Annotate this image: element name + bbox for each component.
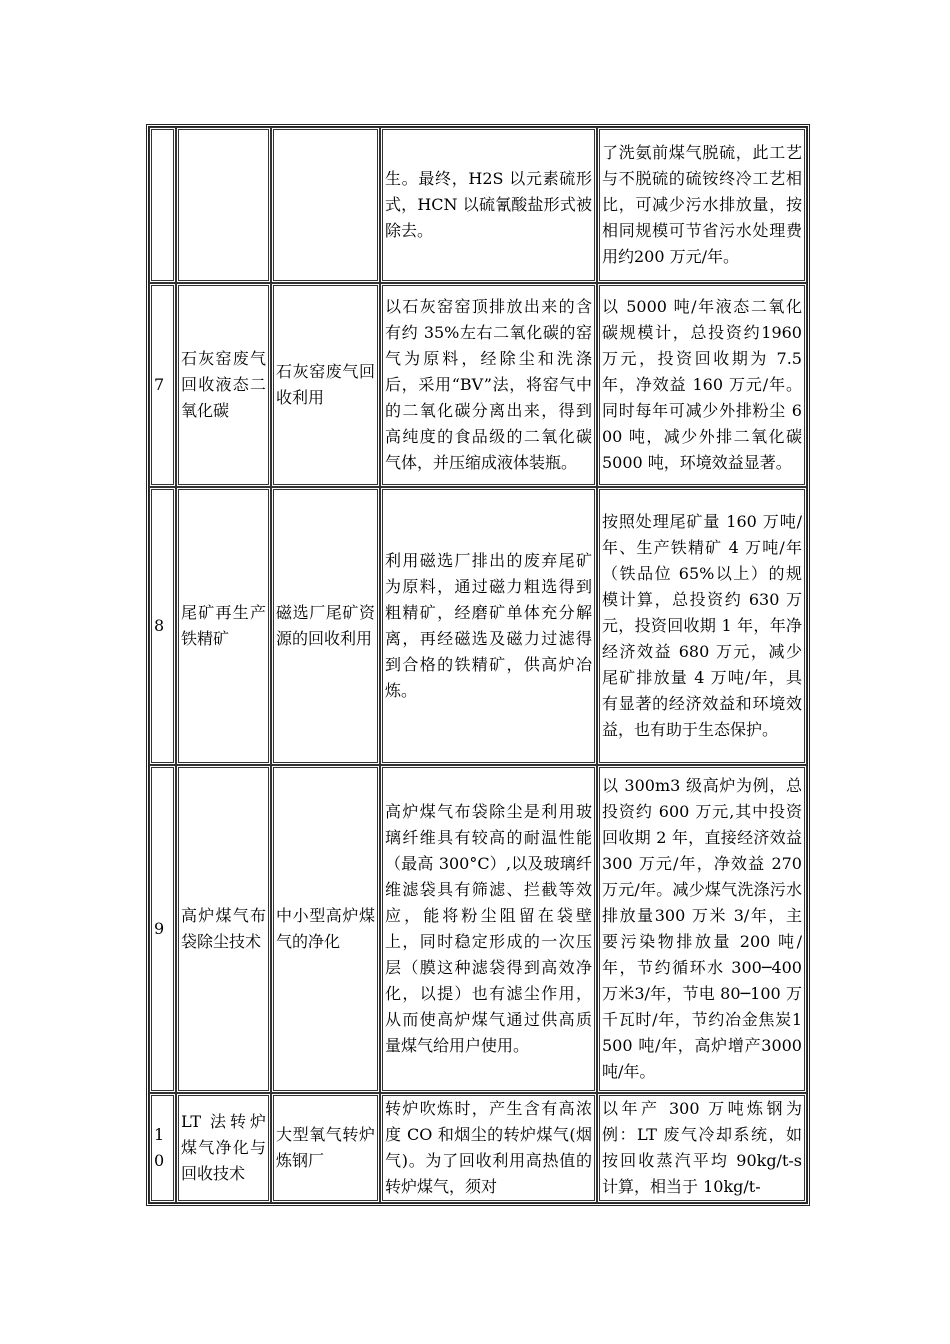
description-cell: 转炉吹炼时，产生含有高浓度 CO 和烟尘的转炉煤气(烟气)。为了回收利用高热值的转炉煤气，须对 — [380, 1093, 597, 1203]
row-number-cell: 10 — [149, 1093, 176, 1203]
scope-cell: 石灰窑废气回收利用 — [271, 283, 380, 487]
table-row — [149, 1093, 807, 1203]
description-cell: 高炉煤气布袋除尘是利用玻璃纤维具有较高的耐温性能（最高 300°C）,以及玻璃纤维滤袋具有筛滤、拦截等效应，能将粉尘阻留在袋壁上，同时稳定形成的一次压层（膜这种滤袋得到高效净化，以提）也有滤尘作用，从而使高炉煤气通过供高质量煤气给用户使用。 — [380, 765, 597, 1093]
description-cell: 利用磁选厂排出的废弃尾矿为原料，通过磁力粗选得到粗精矿，经磨矿单体充分解离，再经磁选及磁力过滤得到合格的铁精矿，供高炉冶炼。 — [380, 487, 597, 765]
tech-name-cell: 高炉煤气布袋除尘技术 — [176, 765, 271, 1093]
description-cell: 生。最终，H2S 以元素硫形式，HCN 以硫氰酸盐形式被除去。 — [380, 127, 597, 283]
benefit-cell: 以 5000 吨/年液态二氧化碳规模计，总投资约1960 万元，投资回收期为 7.5 年，净效益 160 万元/年。同时每年可减少外排粉尘 600 吨，减少外排二氧化碳 5000 吨，环境效益显著。 — [597, 283, 807, 487]
benefit-cell: 以年产 300 万吨炼钢为例：LT 废气冷却系统，如按回收蒸汽平均 90kg/t-s 计算，相当于 10kg/t- — [597, 1093, 807, 1203]
benefit-cell: 按照处理尾矿量 160 万吨/年、生产铁精矿 4 万吨/年（铁品位 65%以上）的规模计算，总投资约 630 万元，投资回收期 1 年，年净经济效益 680 万元，减少尾矿排放量 4 万吨/年，具有显著的经济效益和环境效益，也有助于生态保护。 — [597, 487, 807, 765]
tech-name-cell: 石灰窑废气回收液态二氧化碳 — [176, 283, 271, 487]
scope-cell: 大型氧气转炉炼钢厂 — [271, 1093, 380, 1203]
tech-name-cell: LT 法转炉煤气净化与回收技术 — [176, 1093, 271, 1203]
table-row — [149, 487, 807, 765]
tech-name-cell: 尾矿再生产铁精矿 — [176, 487, 271, 765]
technology-table — [146, 124, 810, 1206]
description-cell: 以石灰窑窑顶排放出来的含有约 35%左右二氧化碳的窑气为原料，经除尘和洗涤后，采用“BV”法，将窑气中的二氧化碳分离出来，得到高纯度的食品级的二氧化碳气体，并压缩成液体装瓶。 — [380, 283, 597, 487]
scope-cell — [271, 127, 380, 283]
benefit-cell: 了洗氨前煤气脱硫，此工艺与不脱硫的硫铵终冷工艺相比，可减少污水排放量，按相同规模可节省污水处理费用约200 万元/年。 — [597, 127, 807, 283]
row-number-cell — [149, 127, 176, 283]
row-number-cell: 9 — [149, 765, 176, 1093]
scope-cell: 磁选厂尾矿资源的回收利用 — [271, 487, 380, 765]
tech-name-cell — [176, 127, 271, 283]
table-row — [149, 283, 807, 487]
benefit-cell: 以 300m3 级高炉为例，总投资约 600 万元,其中投资回收期 2 年，直接经济效益 300 万元/年，净效益 270 万元/年。减少煤气洗涤污水排放量300 万米 3/年，主要污染物排放量 200 吨/年，节约循环水 300─400 万米3/年，节电 80─100 万千瓦时/年，节约冶金焦炭1500 吨/年，高炉增产3000 吨/年。 — [597, 765, 807, 1093]
row-number-cell: 7 — [149, 283, 176, 487]
row-number-cell: 8 — [149, 487, 176, 765]
table-row — [149, 765, 807, 1093]
scope-cell: 中小型高炉煤气的净化 — [271, 765, 380, 1093]
table-row — [149, 127, 807, 283]
